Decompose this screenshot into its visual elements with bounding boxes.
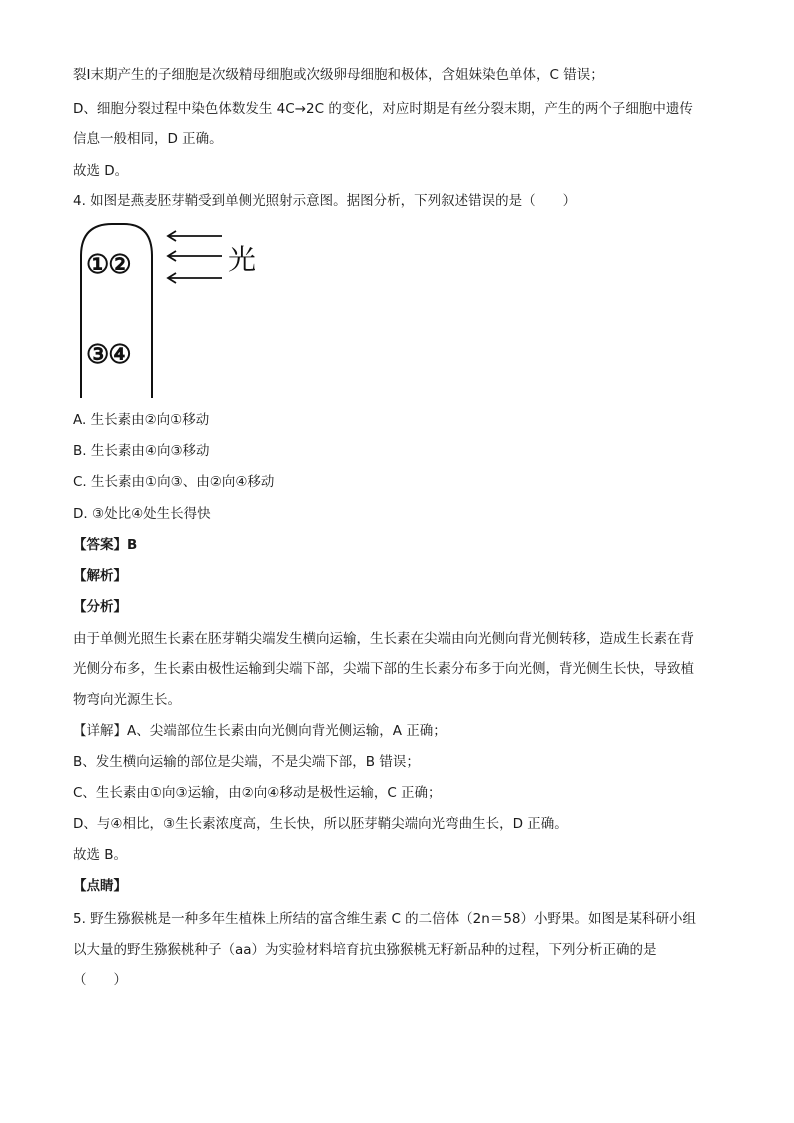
question-4-stem: 4. 如图是燕麦胚芽鞘受到单侧光照射示意图。据图分析，下列叙述错误的是（ ） (73, 193, 577, 209)
fenxi-line: 光侧分布多，生长素由极性运输到尖端下部，尖端下部的生长素分布多于向光侧，背光侧生长快，导致植 (73, 661, 694, 677)
detail-line: 【详解】A、尖端部位生长素由向光侧向背光侧运输，A 正确； (73, 723, 447, 739)
light-arrows (168, 231, 222, 283)
dianjing-heading: 【点睛】 (73, 878, 127, 894)
text-line: 裂Ⅰ末期产生的子细胞是次级精母细胞或次级卵母细胞和极体，含姐妹染色单体，C 错误； (73, 67, 604, 83)
question-5-line: 以大量的野生猕猴桃种子（aa）为实验材料培育抗虫猕猴桃无籽新品种的过程，下列分析正确的是 (73, 942, 657, 958)
detail-line: 故选 B。 (73, 847, 128, 863)
question-5-line: 5. 野生猕猴桃是一种多年生植株上所结的富含维生素 C 的二倍体（2n＝58）小野果。如图是某科研小组 (73, 911, 697, 927)
option-c: C. 生长素由①向③、由②向④移动 (73, 474, 275, 490)
light-label: 光 (228, 243, 257, 276)
text-line: 故选 D。 (73, 163, 129, 179)
label-1-2: ①② (86, 250, 131, 280)
fenxi-line: 物弯向光源生长。 (73, 692, 181, 708)
fenxi-heading: 【分析】 (73, 599, 127, 615)
text-line: D、细胞分裂过程中染色体数发生 4C→2C 的变化，对应时期是有丝分裂末期，产生的两个子细胞中遗传 (73, 101, 693, 117)
option-a: A. 生长素由②向①移动 (73, 412, 210, 428)
analysis-heading: 【解析】 (73, 568, 127, 584)
option-d: D. ③处比④处生长得快 (73, 506, 211, 522)
question-5-line: （ ） (73, 972, 127, 988)
detail-line: C、生长素由①向③运输，由②向④移动是极性运输，C 正确； (73, 785, 442, 801)
text-line: 信息一般相同，D 正确。 (73, 131, 223, 147)
fenxi-line: 由于单侧光照生长素在胚芽鞘尖端发生横向运输，生长素在尖端由向光侧向背光侧转移，造成生长素在背 (73, 631, 694, 647)
answer-line: 【答案】B (73, 537, 138, 553)
detail-line: D、与④相比，③生长素浓度高，生长快，所以胚芽鞘尖端向光弯曲生长，D 正确。 (73, 816, 568, 832)
detail-line: B、发生横向运输的部位是尖端，不是尖端下部，B 错误； (73, 754, 420, 770)
label-3-4: ③④ (86, 340, 131, 370)
option-b: B. 生长素由④向③移动 (73, 443, 210, 459)
coleoptile-figure (72, 216, 272, 406)
